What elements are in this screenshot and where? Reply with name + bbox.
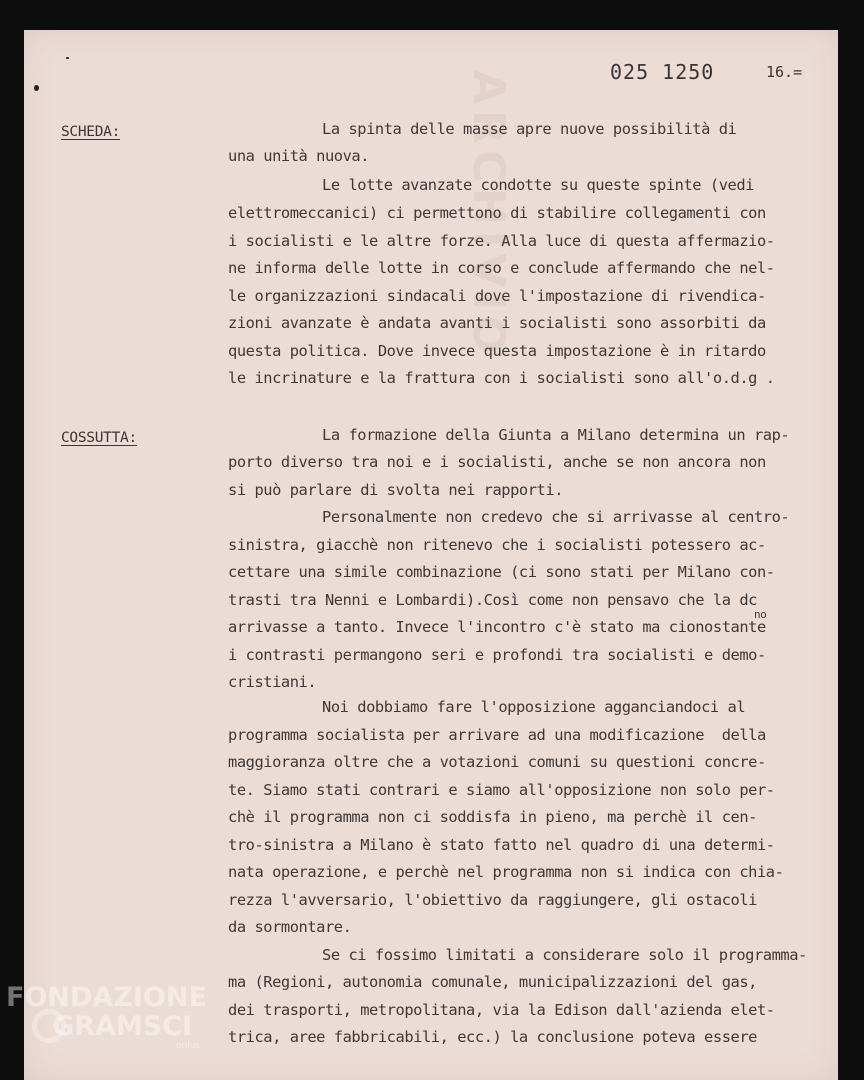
text-line: zioni avanzate è andata avanti i socialisti sono assorbiti da [228,314,766,332]
ink-speck [66,57,69,59]
text-line: Se ci fossimo limitati a considerare solo il programma- [322,946,807,964]
text-line: La formazione della Giunta a Milano determina un rap- [322,426,790,444]
text-line: le incrinature e la frattura con i socialisti sono all'o.d.g . [228,369,775,387]
gramsci-logo-mark-icon [32,1009,66,1043]
text-line: da sormontare. [228,918,352,936]
archive-stamp-watermark: ARCHIVIO [463,70,514,360]
text-line: sinistra, giacchè non ritenevo che i socialisti potessero ac- [228,536,766,554]
text-line: trica, aree fabbricabili, ecc.) la conclusione poteva essere [228,1028,757,1046]
page-number: 16.= [766,63,803,81]
handwritten-insertion: no [754,608,767,621]
text-line: programma socialista per arrivare ad una modificazione della [228,726,766,744]
text-line: si può parlare di svolta nei rapporti. [228,481,564,499]
fondazione-gramsci-watermark-logo [6,984,207,1051]
text-line: rezza l'avversario, l'obiettivo da raggiungere, gli ostacoli [228,891,757,909]
text-line: dei trasporti, metropolitana, via la Edison dall'azienda elet- [228,1001,775,1019]
text-line: una unità nuova. [228,147,370,165]
text-line: i socialisti e le altre forze. Alla luce di questa affermazio- [228,232,775,250]
text-line: Le lotte avanzate condotte su queste spinte (vedi [322,176,754,194]
text-line: Noi dobbiamo fare l'opposizione agganciandoci al [322,698,746,716]
text-line: chè il programma non ci soddisfa in pieno, ma perchè il cen- [228,808,757,826]
watermark-line-2: GRAMSCI [52,1011,193,1042]
text-line: nata operazione, e perchè nel programma non si indica con chia- [228,863,784,881]
watermark-line-1: FONDAZIONE [6,982,207,1013]
watermark-line-3: onlus [176,1041,201,1051]
text-line: elettromeccanici) ci permettono di stabilire collegamenti con [228,204,766,222]
document-number: 025 1250 [610,60,715,84]
speaker-label-cossutta: COSSUTTA: [61,430,137,446]
ink-speck [34,85,39,91]
text-line: te. Siamo stati contrari e siamo all'opposizione non solo per- [228,781,775,799]
text-line: cettare una simile combinazione (ci sono stati per Milano con- [228,563,775,581]
text-line: maggioranza oltre che a votazioni comuni su questioni concre- [228,753,766,771]
text-line: porto diverso tra noi e i socialisti, anche se non ancora non [228,453,766,471]
text-line: le organizzazioni sindacali dove l'impostazione di rivendica- [228,287,766,305]
speaker-label-scheda: SCHEDA: [61,124,121,140]
text-line: trasti tra Nenni e Lombardi).Così come non pensavo che la dc [228,591,757,609]
text-line: La spinta delle masse apre nuove possibilità di [322,120,737,138]
document-page [24,30,838,1080]
text-line: tro-sinistra a Milano è stato fatto nel quadro di una determi- [228,836,775,854]
text-line: cristiani. [228,673,317,691]
text-line: ne informa delle lotte in corso e conclude affermando che nel- [228,259,775,277]
text-line: Personalmente non credevo che si arrivasse al centro- [322,508,790,526]
text-line: ma (Regioni, autonomia comunale, municipalizzazioni del gas, [228,973,757,991]
text-line: i contrasti permangono seri e profondi tra socialisti e demo- [228,646,766,664]
text-line: arrivasse a tanto. Invece l'incontro c'è stato ma cionostante [228,618,766,636]
text-line: questa politica. Dove invece questa impostazione è in ritardo [228,342,766,360]
